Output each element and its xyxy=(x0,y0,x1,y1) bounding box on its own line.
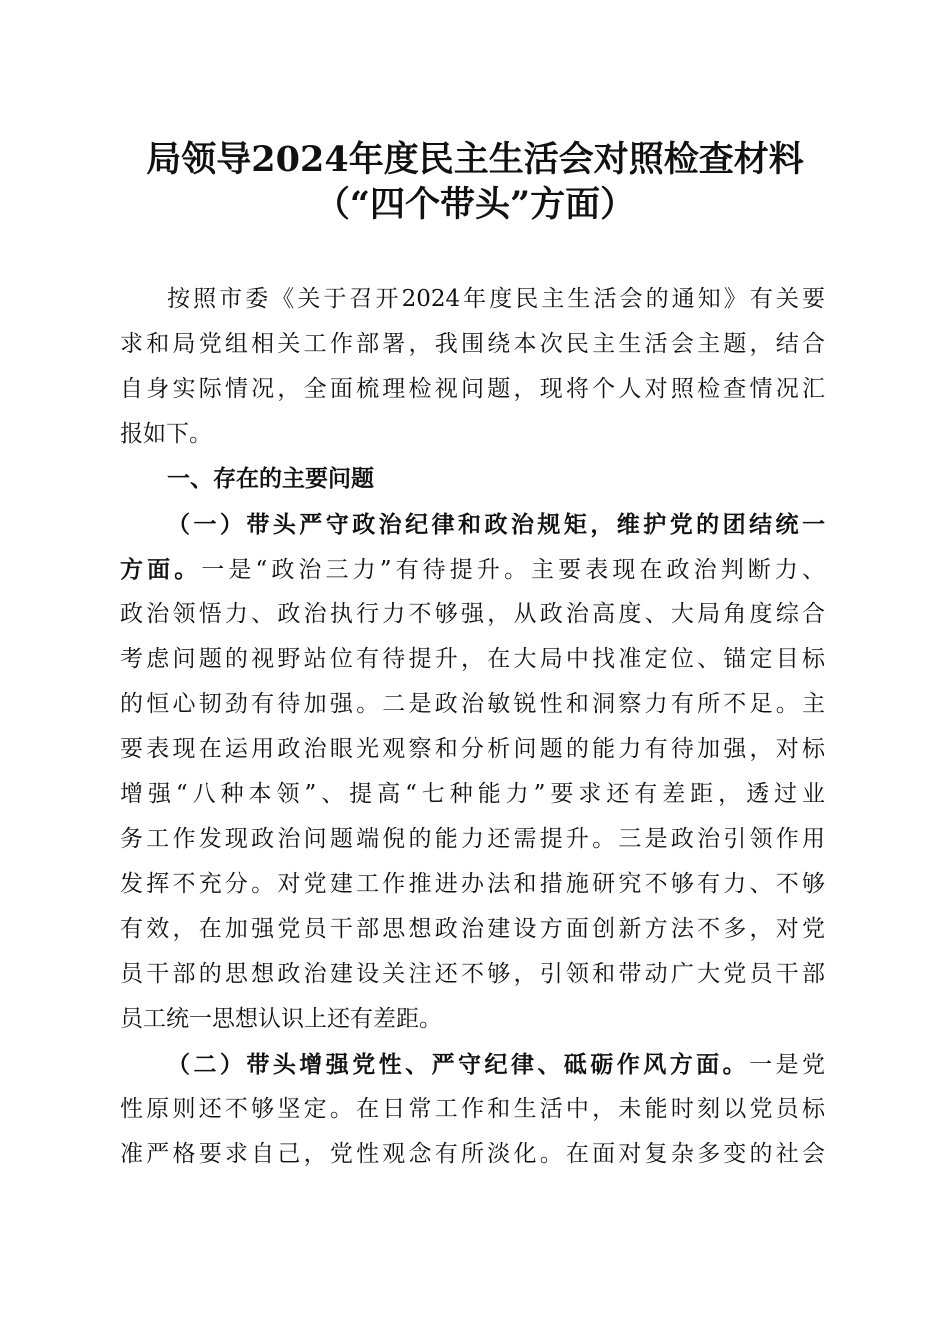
subsection1-line-6: 增强“八种本领”、提高“七种能力”要求还有差距，透过业 xyxy=(120,781,825,807)
subsection1-line-11: 员工统一思想认识上还有差距。 xyxy=(120,1006,442,1032)
subsection1-line-7: 务工作发现政治问题端倪的能力还需提升。三是政治引领作用 xyxy=(120,826,825,852)
subsection2-line-3: 准严格要求自己，党性观念有所淡化。在面对复杂多变的社会 xyxy=(120,1141,825,1167)
subsection1-line-4: 的恒心韧劲有待加强。二是政治敏锐性和洞察力有所不足。主 xyxy=(120,691,825,717)
document-body xyxy=(120,277,825,1177)
subsection1-lead: （一）带头严守政治纪律和政治规矩，维护党的团结统一 xyxy=(167,511,825,538)
subsection1-line-5: 要表现在运用政治眼光观察和分析问题的能力有待加强，对标 xyxy=(120,736,825,762)
intro-line-4: 报如下。 xyxy=(120,421,212,447)
subsection1-line-2: 政治领悟力、政治执行力不够强，从政治高度、大局角度综合 xyxy=(120,601,825,627)
subsection1-line-1 xyxy=(120,547,825,592)
subsection1-lead-cont: 方面。 xyxy=(120,556,202,583)
subsection2-lead-tail: 一是党 xyxy=(749,1052,825,1078)
subsection2-line-1 xyxy=(120,1042,825,1087)
subsection2-lead: （二）带头增强党性、严守纪律、砥砺作风方面。 xyxy=(167,1051,750,1078)
subsection1-line-9: 有效，在加强党员干部思想政治建设方面创新方法不多，对党 xyxy=(120,916,825,942)
subsection1-line-3: 考虑问题的视野站位有待提升，在大局中找准定位、锚定目标 xyxy=(120,646,825,672)
section-heading-problems: 一、存在的主要问题 xyxy=(167,466,374,492)
intro-line-1: 按照市委《关于召开2024年度民主生活会的通知》有关要 xyxy=(167,286,825,312)
intro-line-2: 求和局党组相关工作部署，我围绕本次民主生活会主题，结合 xyxy=(120,331,825,357)
document-title-line2: （“四个带头”方面） xyxy=(314,184,636,225)
document-title-line1: 局领导2024年度民主生活会对照检查材料 xyxy=(146,139,804,180)
subsection1-line-10: 员干部的思想政治建设关注还不够，引领和带动广大党员干部 xyxy=(120,961,825,987)
intro-line-3: 自身实际情况，全面梳理检视问题，现将个人对照检查情况汇 xyxy=(120,376,825,402)
subsection1-line-8: 发挥不充分。对党建工作推进办法和措施研究不够有力、不够 xyxy=(120,871,825,897)
subsection2-line-2: 性原则还不够坚定。在日常工作和生活中，未能时刻以党员标 xyxy=(120,1096,825,1122)
subsection1-text-1: 一是“政治三力”有待提升。主要表现在政治判断力、 xyxy=(201,557,825,583)
